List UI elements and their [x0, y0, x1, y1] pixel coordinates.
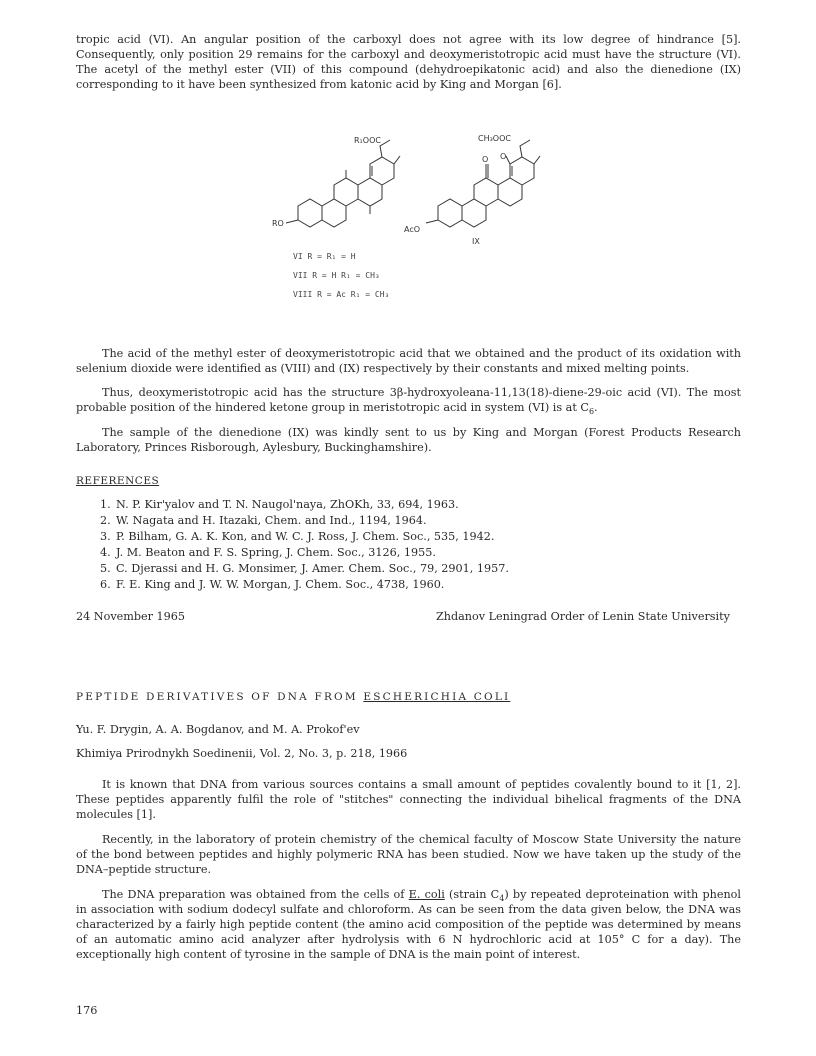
- reference-text: N. P. Kir'yalov and T. N. Naugol'naya, ZhOKh, 33, 694, 1963.: [116, 498, 459, 511]
- preparation-text-a: The DNA preparation was obtained from the cells of: [102, 888, 409, 901]
- reference-item: [100, 545, 509, 561]
- conclusion-subscript: 6: [588, 407, 595, 417]
- received-date: 24 November 1965: [76, 610, 186, 623]
- label-ix: IX: [472, 237, 480, 246]
- conclusion-text: Thus, deoxymeristotropic acid has the structure 3β-hydroxyoleana-11,13(18)-diene-29-oic acid (VI). The most probable position of the hindered ketone group in meristotropic acid in system (VI) is at C: [76, 386, 741, 414]
- label-r1ooc: R₁OOC: [354, 136, 381, 145]
- paragraph-hindrance: tropic acid (VI). An angular position of the carboxyl does not agree with its low degree of hindrance [5]. Consequently, only position 29 remains for the carboxyl and deoxymeristotropic acid must have the structure (VI). The acetyl of the methyl ester (VII) of this compound (dehydroepikatonic acid) and also the dienedione (IX) corresponding to it have been synthesized from katonic acid by King and Morgan [6].: [76, 33, 741, 91]
- label-ch3ooc: CH₃OOC: [478, 134, 511, 143]
- reference-text: J. M. Beaton and F. S. Spring, J. Chem. Soc., 3126, 1955.: [116, 546, 436, 559]
- paragraph-identification: The acid of the methyl ester of deoxymeristotropic acid that we obtained and the product of its oxidation with selenium dioxide were identified as (VIII) and (IX) respectively by their constants and mixed melting points.: [76, 347, 741, 375]
- paragraph-preparation: [76, 887, 741, 962]
- article-title-main: PEPTIDE DERIVATIVES OF DNA FROM: [76, 691, 364, 703]
- reference-number: 2.: [100, 514, 111, 527]
- journal-citation: Khimiya Prirodnykh Soedinenii, Vol. 2, No. 3, p. 218, 1966: [76, 747, 408, 760]
- legend-vi: VI R = R₁ = H: [293, 252, 356, 261]
- label-oxo-2: O: [500, 152, 507, 161]
- label-oxo-1: O: [482, 155, 489, 164]
- label-aco: AcO: [404, 225, 421, 234]
- paragraph-conclusion: [76, 385, 741, 415]
- reference-text: F. E. King and J. W. W. Morgan, J. Chem. Soc., 4738, 1960.: [116, 578, 445, 591]
- references-list: [100, 497, 509, 593]
- structure-vi-viii: [286, 140, 400, 227]
- conclusion-end: .: [594, 401, 598, 414]
- legend-vii: VII R = H R₁ = CH₃: [293, 271, 380, 280]
- references-heading: REFERENCES: [76, 475, 160, 487]
- reference-text: P. Bilham, G. A. K. Kon, and W. C. J. Ross, J. Chem. Soc., 535, 1942.: [116, 530, 495, 543]
- paragraph-background: Recently, in the laboratory of protein chemistry of the chemical faculty of Moscow State University the nature of the bond between peptides and highly polymeric RNA has been studied. Now we have taken up the study of the DNA–peptide structure.: [76, 833, 741, 876]
- paragraph-introduction: It is known that DNA from various sources contains a small amount of peptides covalently bound to it [1, 2]. These peptides apparently fulfil the role of "stitches" connecting the individual bihelical fragments of the DNA molecules [1].: [76, 778, 741, 821]
- page-number: 176: [76, 1004, 98, 1017]
- reference-number: 3.: [100, 530, 111, 543]
- reference-item: [100, 577, 509, 593]
- preparation-text-b: (strain C: [444, 888, 500, 901]
- reference-text: C. Djerassi and H. G. Monsimer, J. Amer. Chem. Soc., 79, 2901, 1957.: [116, 562, 509, 575]
- organism-name: E. coli: [408, 888, 445, 901]
- strain-subscript: 4: [499, 894, 505, 904]
- preparation-text-c: ) by repeated deproteination with phenol in association with sodium dodecyl sulfate and chloroform. As can be seen from the data given below, the DNA was characterized by a fairly high peptide content (the amino acid composition of the peptide was determined by means of an automatic amino acid analyzer after hydrolysis with 6 N hydrochloric acid at 105° C for a day). The exceptionally high content of tyrosine in the sample of DNA is the main point of interest.: [76, 888, 741, 961]
- article-title-organism: ESCHERICHIA COLI: [363, 691, 511, 703]
- article-title: [76, 690, 510, 705]
- reference-item: [100, 497, 509, 513]
- authors: Yu. F. Drygin, A. A. Bogdanov, and M. A. Prokof'ev: [76, 723, 360, 736]
- label-ro: RO: [272, 219, 284, 228]
- reference-item: [100, 529, 509, 545]
- structure-ix: [426, 140, 540, 227]
- reference-number: 6.: [100, 578, 111, 591]
- paragraph-acknowledgement: The sample of the dienedione (IX) was kindly sent to us by King and Morgan (Forest Products Research Laboratory, Princes Risborough, Aylesbury, Buckinghamshire).: [76, 426, 741, 454]
- reference-number: 1.: [100, 498, 111, 511]
- reference-item: [100, 513, 509, 529]
- affiliation: Zhdanov Leningrad Order of Lenin State University: [436, 610, 730, 623]
- reference-text: W. Nagata and H. Itazaki, Chem. and Ind., 1194, 1964.: [116, 514, 427, 527]
- reference-number: 4.: [100, 546, 111, 559]
- legend-viii: VIII R = Ac R₁ = CH₃: [293, 290, 390, 299]
- reference-item: [100, 561, 509, 577]
- reference-number: 5.: [100, 562, 111, 575]
